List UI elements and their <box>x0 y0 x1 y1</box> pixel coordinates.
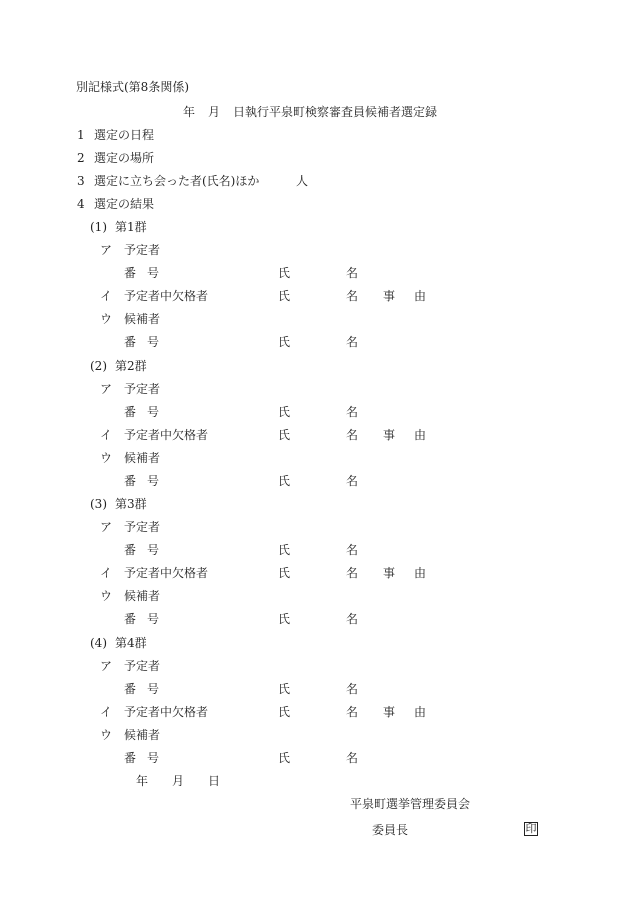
group-1-u-ban: 番 <box>124 335 137 349</box>
group-1-i-mei: 名 <box>346 289 359 303</box>
group-2-a-shi: 氏 <box>278 405 291 419</box>
group-4-u-go: 号 <box>147 751 160 765</box>
section-1-title: 選定の日程 <box>94 128 155 142</box>
group-2-u-mei: 名 <box>346 474 359 488</box>
document-title: 日執行平泉町検察審査員候補者選定録 <box>233 105 438 119</box>
group-3-i-kana: イ <box>100 566 113 580</box>
group-2-i-shi: 氏 <box>278 428 291 442</box>
footer-month: 月 <box>172 774 185 788</box>
group-4-u-label: 候補者 <box>124 728 161 742</box>
group-2-a-kana: ア <box>100 382 113 396</box>
group-2-a-go: 号 <box>147 405 160 419</box>
group-3-a-go: 号 <box>147 543 160 557</box>
group-3-u-ban: 番 <box>124 612 137 626</box>
group-1-u-go: 号 <box>147 335 160 349</box>
title-month: 月 <box>208 105 221 119</box>
group-1-a-go: 号 <box>147 266 160 280</box>
group-2-u-shi: 氏 <box>278 474 291 488</box>
group-2-i-ji: 事 <box>383 428 396 442</box>
group-4-a-go: 号 <box>147 682 160 696</box>
section-2-number: 2 <box>77 151 85 165</box>
group-3-a-shi: 氏 <box>278 543 291 557</box>
footer-year: 年 <box>136 774 149 788</box>
group-4-i-kana: イ <box>100 705 113 719</box>
group-1-title: 第1群 <box>115 220 147 234</box>
group-4-u-shi: 氏 <box>278 751 291 765</box>
group-3-i-mei: 名 <box>346 566 359 580</box>
group-3-a-label: 予定者 <box>124 520 161 534</box>
form-label: 別記様式(第8条関係) <box>76 80 189 94</box>
group-2-u-ban: 番 <box>124 474 137 488</box>
group-1-a-shi: 氏 <box>278 266 291 280</box>
group-4-a-mei: 名 <box>346 682 359 696</box>
group-3-number: (3) <box>90 497 107 511</box>
group-1-a-ban: 番 <box>124 266 137 280</box>
group-4-u-ban: 番 <box>124 751 137 765</box>
group-4-a-label: 予定者 <box>124 659 161 673</box>
group-2-number: (2) <box>90 359 107 373</box>
group-3-u-label: 候補者 <box>124 589 161 603</box>
group-2-i-label: 予定者中欠格者 <box>124 428 209 442</box>
group-3-i-shi: 氏 <box>278 566 291 580</box>
section-1-number: 1 <box>77 128 85 142</box>
group-3-a-ban: 番 <box>124 543 137 557</box>
group-2-i-kana: イ <box>100 428 113 442</box>
group-4-a-shi: 氏 <box>278 682 291 696</box>
group-3-i-yu: 由 <box>414 566 427 580</box>
section-3-unit: 人 <box>296 174 309 188</box>
section-3-title: 選定に立ち会った者(氏名)ほか <box>94 174 260 188</box>
committee-name: 平泉町選挙管理委員会 <box>350 797 471 811</box>
title-year: 年 <box>183 105 196 119</box>
group-3-u-kana: ウ <box>100 589 113 603</box>
group-2-a-label: 予定者 <box>124 382 161 396</box>
group-4-number: (4) <box>90 636 107 650</box>
group-4-i-mei: 名 <box>346 705 359 719</box>
group-1-i-ji: 事 <box>383 289 396 303</box>
group-3-a-mei: 名 <box>346 543 359 557</box>
group-4-i-yu: 由 <box>414 705 427 719</box>
section-3-number: 3 <box>77 174 85 188</box>
section-2-title: 選定の場所 <box>94 151 155 165</box>
group-2-title: 第2群 <box>115 359 147 373</box>
chair-title: 委員長 <box>372 823 409 837</box>
group-4-a-kana: ア <box>100 659 113 673</box>
group-1-i-kana: イ <box>100 289 113 303</box>
group-1-a-label: 予定者 <box>124 243 161 257</box>
group-1-u-mei: 名 <box>346 335 359 349</box>
group-3-u-shi: 氏 <box>278 612 291 626</box>
group-1-u-label: 候補者 <box>124 312 161 326</box>
footer-day: 日 <box>208 774 221 788</box>
group-2-u-kana: ウ <box>100 451 113 465</box>
group-1-number: (1) <box>90 220 107 234</box>
group-1-u-kana: ウ <box>100 312 113 326</box>
group-4-u-mei: 名 <box>346 751 359 765</box>
group-2-a-mei: 名 <box>346 405 359 419</box>
group-4-i-label: 予定者中欠格者 <box>124 705 209 719</box>
group-2-u-go: 号 <box>147 474 160 488</box>
group-2-i-mei: 名 <box>346 428 359 442</box>
group-3-u-go: 号 <box>147 612 160 626</box>
section-4-title: 選定の結果 <box>94 197 155 211</box>
group-1-u-shi: 氏 <box>278 335 291 349</box>
group-3-a-kana: ア <box>100 520 113 534</box>
group-3-i-label: 予定者中欠格者 <box>124 566 209 580</box>
group-4-u-kana: ウ <box>100 728 113 742</box>
section-4-number: 4 <box>77 197 85 211</box>
group-2-a-ban: 番 <box>124 405 137 419</box>
group-1-i-shi: 氏 <box>278 289 291 303</box>
group-3-i-ji: 事 <box>383 566 396 580</box>
group-3-title: 第3群 <box>115 497 147 511</box>
group-2-i-yu: 由 <box>414 428 427 442</box>
group-2-u-label: 候補者 <box>124 451 161 465</box>
seal-mark: 印 <box>525 822 537 835</box>
group-1-a-kana: ア <box>100 243 113 257</box>
group-4-title: 第4群 <box>115 636 147 650</box>
group-4-i-shi: 氏 <box>278 705 291 719</box>
group-1-i-label: 予定者中欠格者 <box>124 289 209 303</box>
group-1-a-mei: 名 <box>346 266 359 280</box>
group-4-i-ji: 事 <box>383 705 396 719</box>
group-1-i-yu: 由 <box>414 289 427 303</box>
group-4-a-ban: 番 <box>124 682 137 696</box>
group-3-u-mei: 名 <box>346 612 359 626</box>
